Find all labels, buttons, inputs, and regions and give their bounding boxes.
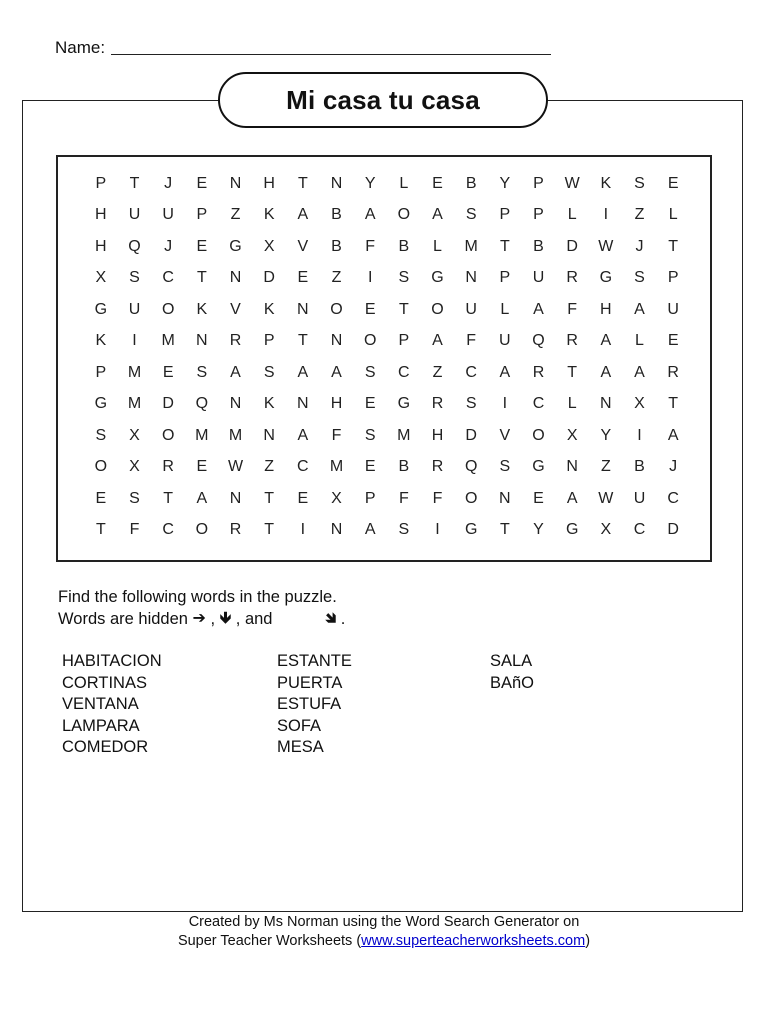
grid-letter: K: [600, 174, 612, 192]
grid-letter: D: [566, 237, 578, 255]
grid-letter: X: [566, 426, 578, 444]
grid-letter: T: [499, 521, 510, 539]
grid-letter: P: [263, 332, 275, 350]
grid-letter: R: [566, 269, 578, 287]
grid-letter: A: [634, 300, 645, 318]
grid-letter: T: [499, 237, 510, 255]
grid-letter: X: [634, 395, 645, 413]
grid-letter: N: [600, 395, 612, 413]
grid-letter: N: [229, 395, 242, 413]
grid-letter: M: [127, 363, 142, 381]
grid-letter: Q: [195, 395, 209, 413]
grid-letter: V: [230, 300, 241, 318]
grid-letter: A: [364, 206, 376, 224]
grid-letter: Z: [264, 458, 275, 476]
grid-letter: E: [297, 489, 309, 507]
name-row: [55, 38, 551, 58]
grid-letter: H: [263, 174, 275, 192]
grid-letter: D: [667, 521, 679, 539]
grid-letter: K: [263, 395, 275, 413]
grid-letter: U: [465, 300, 477, 318]
grid-letter: N: [330, 174, 343, 192]
footer-link[interactable]: www.superteacherworksheets.com: [361, 933, 586, 949]
grid-letter: P: [667, 269, 679, 287]
grid-letter: M: [228, 426, 243, 444]
grid-letter: O: [161, 300, 175, 318]
grid-letter: X: [263, 237, 275, 255]
grid-letter: C: [398, 363, 410, 381]
grid-letter: I: [300, 521, 306, 539]
grid-letter: T: [297, 332, 308, 350]
grid-letter: O: [363, 332, 377, 350]
grid-letter: I: [367, 269, 373, 287]
grid-letter: J: [635, 237, 644, 255]
grid-letter: S: [196, 363, 208, 381]
grid-letter: R: [162, 458, 174, 476]
grid-letter: E: [95, 489, 107, 507]
grid-letter: E: [364, 395, 376, 413]
grid-letter: B: [634, 458, 645, 476]
footer-suffix: ): [585, 933, 591, 949]
grid-letter: T: [264, 521, 275, 539]
grid-letter: I: [603, 206, 609, 224]
instructions-prefix: Words are hidden: [58, 610, 193, 628]
grid-letter: P: [533, 206, 544, 224]
grid-letter: K: [95, 332, 107, 350]
grid-letter: N: [229, 174, 242, 192]
grid-letter: S: [263, 363, 275, 381]
grid-letter: Z: [634, 206, 645, 224]
grid-letter: S: [398, 269, 410, 287]
grid-letter: B: [398, 237, 410, 255]
grid-letter: I: [502, 395, 508, 413]
grid-letter: G: [464, 521, 478, 539]
grid-letter: A: [432, 332, 443, 350]
grid-letter: A: [297, 206, 309, 224]
grid-letter: U: [667, 300, 679, 318]
grid-letter: P: [196, 206, 208, 224]
grid-letter: C: [532, 395, 545, 413]
grid-letter: O: [532, 426, 545, 444]
grid-letter: L: [668, 206, 678, 224]
grid-letter: A: [667, 426, 679, 444]
grid-letter: U: [162, 206, 174, 224]
grid-letter: S: [465, 395, 477, 413]
grid-letter: N: [499, 489, 511, 507]
grid-letter: E: [667, 174, 679, 192]
grid-letter: Q: [532, 332, 545, 350]
grid-letter: F: [567, 300, 578, 318]
page-title-text: Mi casa tu casa: [286, 84, 480, 115]
word-item: SALA: [490, 652, 533, 670]
grid-letter: N: [297, 395, 309, 413]
grid-letter: F: [398, 489, 409, 507]
grid-letter: G: [599, 269, 613, 287]
grid-letter: C: [667, 489, 679, 507]
grid-letter: U: [128, 206, 141, 224]
grid-letter: K: [263, 206, 275, 224]
grid-letter: A: [230, 363, 241, 381]
grid-letter: U: [499, 332, 511, 350]
grid-letter: I: [132, 332, 137, 350]
grid-letter: X: [129, 458, 140, 476]
grid-letter: L: [567, 395, 577, 413]
grid-letter: P: [95, 174, 107, 192]
grid-letter: Y: [600, 426, 612, 444]
grid-letter: N: [566, 458, 578, 476]
grid-letter: X: [600, 521, 612, 539]
grid-letter: A: [600, 363, 612, 381]
grid-letter: F: [432, 489, 443, 507]
grid-letter: E: [533, 489, 544, 507]
grid-letter: A: [432, 206, 443, 224]
grid-letter: R: [532, 363, 545, 381]
instructions-line-1: Find the following words in the puzzle.: [58, 588, 337, 606]
grid-letter: A: [331, 363, 342, 381]
grid-letter: S: [129, 269, 140, 287]
grid-letter: C: [162, 269, 174, 287]
name-blank-line[interactable]: [111, 54, 551, 55]
grid-letter: E: [196, 174, 208, 192]
page-title: [218, 72, 548, 128]
grid-letter: T: [668, 395, 679, 413]
grid-letter: I: [435, 521, 440, 539]
grid-letter: U: [128, 300, 141, 318]
grid-letter: S: [634, 174, 645, 192]
grid-letter: M: [127, 395, 142, 413]
grid-letter: C: [162, 521, 174, 539]
instructions: [58, 586, 345, 630]
grid-letter: B: [331, 237, 342, 255]
grid-letter: Z: [432, 363, 443, 381]
grid-letter: O: [94, 458, 108, 476]
grid-letter: S: [129, 489, 140, 507]
grid-letter: T: [668, 237, 679, 255]
grid-letter: N: [330, 521, 343, 539]
grid-letter: L: [567, 206, 577, 224]
name-label: Name:: [55, 38, 106, 57]
grid-letter: D: [162, 395, 174, 413]
grid-letter: Z: [230, 206, 241, 224]
grid-letter: D: [465, 426, 477, 444]
grid-letter: N: [196, 332, 208, 350]
arrow-right-icon: ➔: [192, 610, 206, 627]
grid-letter: O: [397, 206, 411, 224]
word-item: HABITACION: [62, 652, 162, 670]
grid-letter: A: [297, 363, 309, 381]
grid-letter: G: [532, 458, 545, 476]
grid-letter: K: [263, 300, 275, 318]
grid-letter: T: [95, 521, 106, 539]
grid-letter: R: [431, 395, 444, 413]
word-list-column-2: [277, 651, 352, 759]
grid-letter: N: [263, 426, 275, 444]
grid-letter: T: [567, 363, 578, 381]
grid-letter: M: [195, 426, 209, 444]
grid-letter: U: [633, 489, 646, 507]
word-item: BAñO: [490, 673, 535, 692]
grid-letter: I: [637, 426, 642, 444]
word-item: CORTINAS: [62, 673, 147, 692]
grid-letter: L: [433, 237, 442, 255]
separator-1: ,: [205, 610, 220, 628]
grid-letter: F: [331, 426, 342, 444]
grid-letter: M: [329, 458, 344, 476]
grid-letter: X: [129, 426, 140, 444]
grid-letter: T: [196, 269, 207, 287]
grid-letter: C: [465, 363, 477, 381]
grid-letter: G: [94, 300, 108, 318]
grid-letter: P: [398, 332, 410, 350]
grid-letter: F: [365, 237, 376, 255]
grid-letter: V: [297, 237, 309, 255]
arrow-down-icon: 🡻: [219, 610, 232, 627]
grid-letter: D: [263, 269, 275, 287]
grid-letter: B: [331, 206, 342, 224]
grid-letter: O: [195, 521, 209, 539]
grid-letter: G: [229, 237, 242, 255]
grid-letter: O: [464, 489, 478, 507]
grid-letter: O: [161, 426, 175, 444]
word-list-column-1: [62, 651, 162, 759]
grid-letter: S: [364, 426, 376, 444]
grid-letter: K: [196, 300, 208, 318]
grid-letter: L: [635, 332, 644, 350]
grid-letter: U: [532, 269, 545, 287]
grid-letter: S: [499, 458, 511, 476]
grid-letter: J: [164, 237, 173, 255]
grid-letter: A: [499, 363, 511, 381]
grid-letter: E: [297, 269, 309, 287]
word-item: ESTUFA: [277, 695, 342, 713]
word-item: VENTANA: [62, 695, 139, 713]
word-item: COMEDOR: [62, 738, 149, 756]
grid-letter: E: [432, 174, 443, 192]
grid-letter: P: [533, 174, 544, 192]
grid-letter: E: [162, 363, 174, 381]
grid-letter: S: [465, 206, 477, 224]
grid-letter: R: [229, 332, 242, 350]
grid-letter: S: [398, 521, 410, 539]
grid-letter: M: [464, 237, 478, 255]
grid-letter: T: [163, 489, 174, 507]
grid-letter: T: [264, 489, 275, 507]
grid-letter: R: [667, 363, 679, 381]
grid-letter: N: [465, 269, 477, 287]
grid-letter: Y: [533, 521, 544, 539]
grid-letter: L: [500, 300, 510, 318]
grid-letter: B: [465, 174, 477, 192]
grid-letter: N: [229, 489, 242, 507]
grid-letter: H: [431, 426, 444, 444]
grid-letter: Y: [364, 174, 376, 192]
grid-letter: W: [564, 174, 580, 192]
arrow-diagonal-icon: 🡾: [325, 610, 337, 627]
grid-letter: W: [598, 489, 614, 507]
grid-letter: F: [129, 521, 140, 539]
grid-letter: H: [600, 300, 612, 318]
grid-letter: P: [499, 206, 511, 224]
grid-letter: J: [164, 174, 173, 192]
grid-letter: M: [161, 332, 175, 350]
grid-letter: A: [533, 300, 544, 318]
grid-letter: E: [196, 458, 208, 476]
footer-prefix: Super Teacher Worksheets (: [177, 933, 362, 949]
grid-letter: Z: [600, 458, 611, 476]
grid-letter: C: [633, 521, 646, 539]
grid-letter: S: [95, 426, 107, 444]
grid-letter: H: [95, 237, 107, 255]
grid-letter: F: [466, 332, 477, 350]
grid-letter: A: [634, 363, 645, 381]
grid-letter: B: [533, 237, 544, 255]
grid-letter: R: [229, 521, 242, 539]
grid-letter: H: [330, 395, 343, 413]
grid-letter: X: [331, 489, 342, 507]
grid-letter: P: [364, 489, 376, 507]
grid-letter: A: [196, 489, 208, 507]
word-item: MESA: [277, 738, 324, 756]
grid-letter: G: [431, 269, 444, 287]
grid-letter: E: [196, 237, 208, 255]
grid-letter: N: [229, 269, 242, 287]
footer-line-1: Created by Ms Norman using the Word Search Generator on: [188, 914, 580, 930]
footer: [0, 913, 768, 951]
grid-letter: R: [566, 332, 578, 350]
grid-letter: Z: [331, 269, 342, 287]
grid-letter: W: [227, 458, 244, 476]
grid-letter: L: [399, 174, 409, 192]
grid-letter: G: [94, 395, 108, 413]
grid-letter: P: [499, 269, 511, 287]
word-item: LAMPARA: [62, 716, 140, 735]
grid-letter: A: [566, 489, 578, 507]
grid-letter: C: [297, 458, 309, 476]
footer-line-2: [0, 932, 768, 951]
grid-letter: W: [598, 237, 614, 255]
instructions-end: .: [336, 610, 346, 628]
grid-letter: E: [364, 300, 376, 318]
separator-2: , and: [231, 610, 278, 628]
grid-letter: A: [297, 426, 309, 444]
grid-letter: Y: [499, 174, 511, 192]
letter-grid: [84, 168, 690, 546]
grid-letter: T: [129, 174, 140, 192]
grid-letter: J: [669, 458, 678, 476]
word-item: SOFA: [277, 716, 322, 735]
grid-letter: P: [95, 363, 107, 381]
grid-letter: N: [297, 300, 309, 318]
grid-letter: A: [600, 332, 612, 350]
grid-letter: E: [364, 458, 376, 476]
grid-letter: V: [499, 426, 511, 444]
grid-letter: G: [565, 521, 579, 539]
grid-letter: O: [431, 300, 444, 318]
grid-letter: M: [397, 426, 411, 444]
grid-letter: S: [364, 363, 376, 381]
grid-letter: A: [364, 521, 376, 539]
grid-letter: N: [330, 332, 343, 350]
grid-letter: S: [634, 269, 645, 287]
grid-letter: H: [95, 206, 107, 224]
grid-letter: X: [95, 269, 107, 287]
grid-letter: Q: [128, 237, 141, 255]
grid-letter: G: [397, 395, 411, 413]
grid-letter: B: [398, 458, 410, 476]
grid-letter: T: [297, 174, 308, 192]
grid-letter: R: [431, 458, 444, 476]
word-item: ESTANTE: [277, 652, 352, 670]
grid-letter: O: [330, 300, 343, 318]
word-item: PUERTA: [277, 673, 343, 692]
grid-letter: Q: [464, 458, 478, 476]
word-list-column-3: [490, 651, 534, 694]
instructions-line-2: [58, 608, 345, 630]
grid-letter: E: [667, 332, 679, 350]
grid-letter: T: [398, 300, 409, 318]
